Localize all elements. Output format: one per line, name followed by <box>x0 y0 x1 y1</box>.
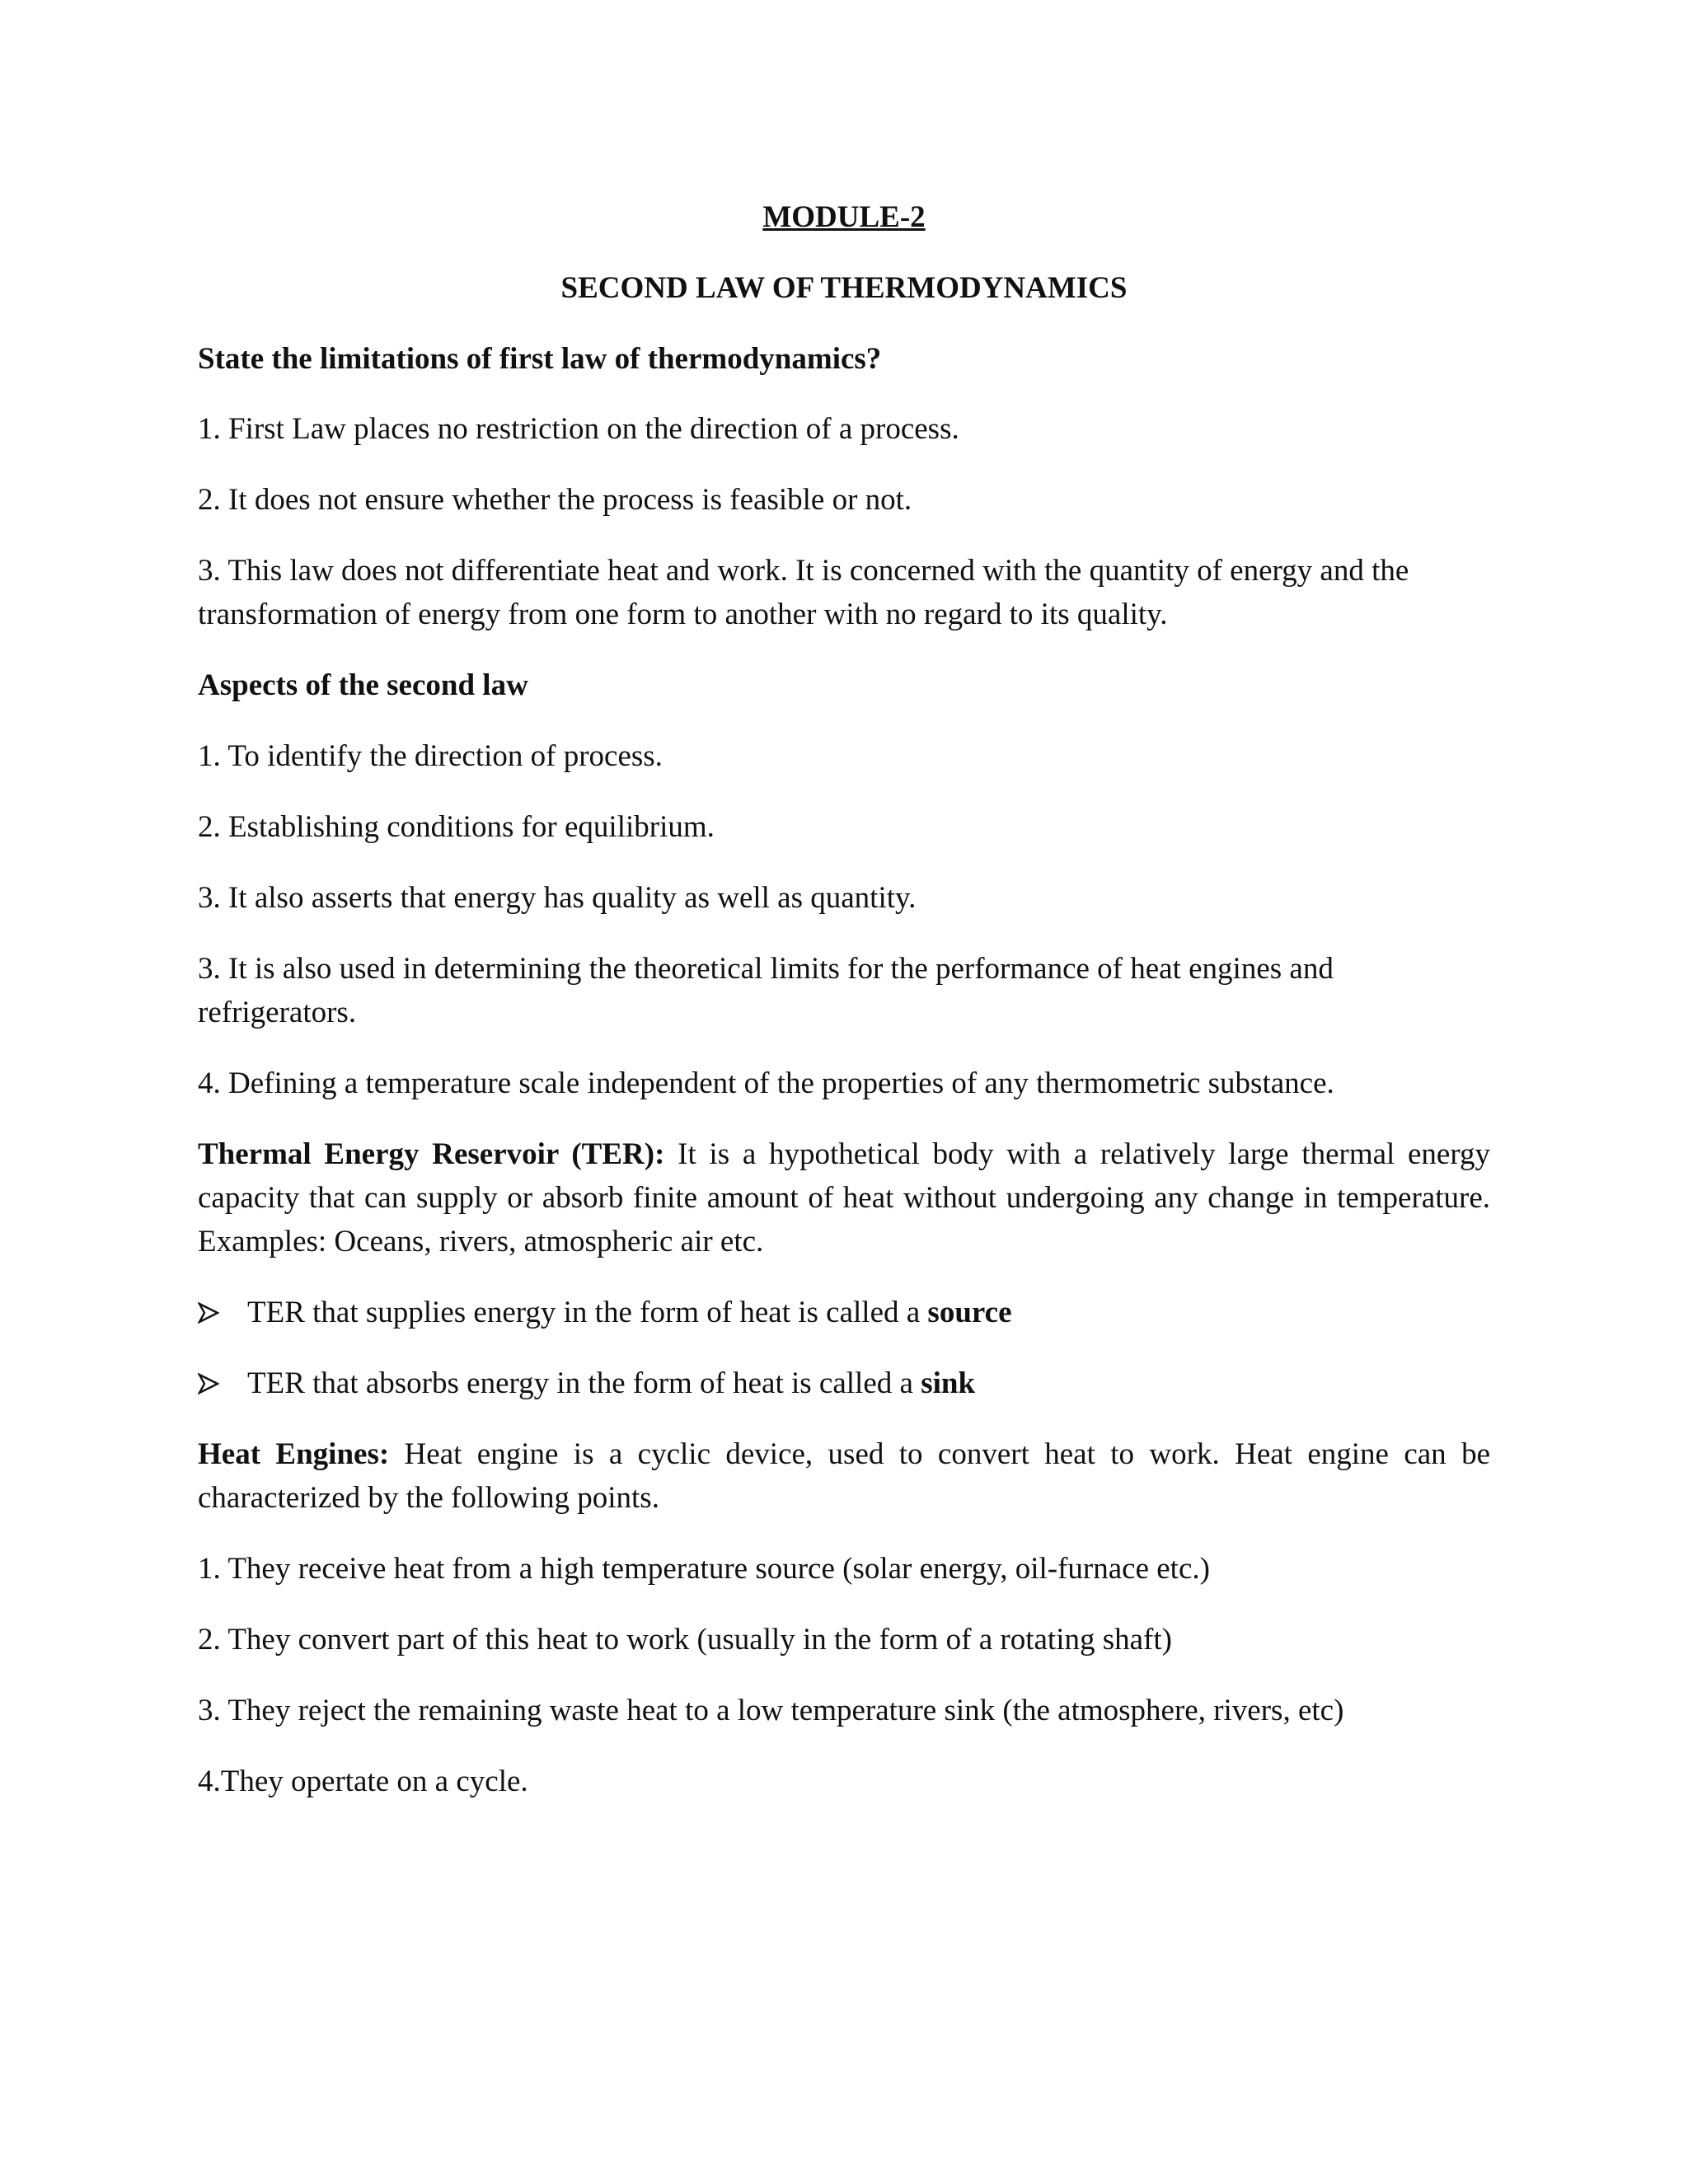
heat-engine-item: 4.They opertate on a cycle. <box>198 1765 528 1798</box>
ter-definition: It is a hypothetical body with a relatively large thermal energy capacity that can supply or absorb finite amount of heat without undergoing any change in temperature. Examples: Oceans, rivers, atmospheric air etc. <box>198 1137 1491 1258</box>
aspect-item: 1. To identify the direction of process. <box>198 739 663 773</box>
ter-bullet-text: TER that absorbs energy in the form of heat is called a sink <box>247 1366 976 1400</box>
limitations-heading: State the limitations of first law of thermodynamics? <box>198 342 882 376</box>
chapter-title: SECOND LAW OF THERMODYNAMICS <box>560 271 1128 305</box>
limitation-item: 1. First Law places no restriction on the direction of a process. <box>198 412 959 446</box>
module-title: MODULE-2 <box>762 200 926 234</box>
sink-term: sink <box>921 1366 976 1400</box>
aspects-heading: Aspects of the second law <box>198 668 528 702</box>
aspect-item: 3. It also asserts that energy has quality as well as quantity. <box>198 881 917 915</box>
heat-engine-item: 3. They reject the remaining waste heat to a low temperature sink (the atmosphere, rivers, etc) <box>198 1694 1344 1727</box>
ter-bullet-text: TER that supplies energy in the form of heat is called a source <box>247 1296 1012 1329</box>
heat-engine-item: 1. They receive heat from a high temperature source (solar energy, oil-furnace etc.) <box>198 1552 1210 1586</box>
aspect-item: 4. Defining a temperature scale independent of the properties of any thermometric substance. <box>198 1066 1334 1100</box>
heat-engine-item: 2. They convert part of this heat to work (usually in the form of a rotating shaft) <box>198 1623 1172 1657</box>
aspect-item: 3. It is also used in determining the theoretical limits for the performance of heat engines and refrigerators. <box>198 952 1334 1029</box>
limitation-item: 2. It does not ensure whether the process is feasible or not. <box>198 483 912 517</box>
heat-engines-definition: Heat engine is a cyclic device, used to convert heat to work. Heat engine can be characterized by the following points. <box>198 1437 1490 1515</box>
heat-engines-term: Heat Engines: <box>198 1437 390 1471</box>
ter-paragraph <box>198 1132 1490 1263</box>
aspect-item: 2. Establishing conditions for equilibrium. <box>198 810 715 844</box>
limitation-item: 3. This law does not differentiate heat and work. It is concerned with the quantity of energy and the transformation of energy from one form to another with no regard to its quality. <box>198 554 1409 631</box>
source-term: source <box>927 1296 1012 1329</box>
ter-term: Thermal Energy Reservoir (TER): <box>198 1137 665 1171</box>
heat-engines-paragraph <box>198 1432 1490 1520</box>
